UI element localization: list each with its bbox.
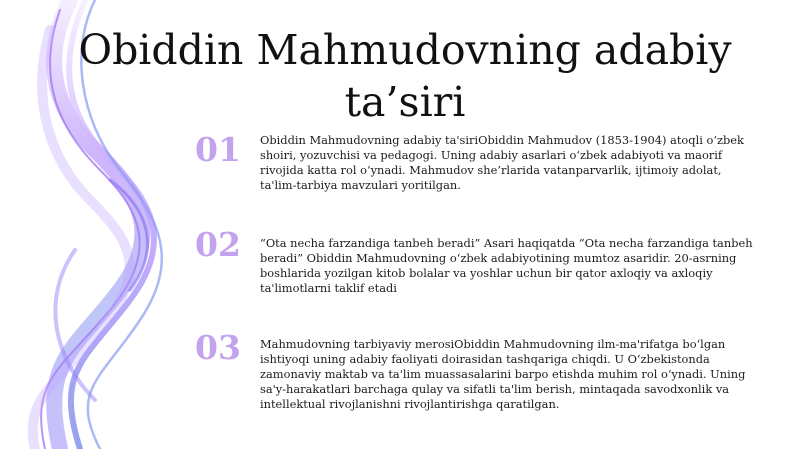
item-text: Mahmudovning tarbiyaviy merosiObiddin Mahmudovning ilm-ma'rifatga bo‘lgan ishtiyoqi uning adabiy faoliyati doirasidan tashqariga chiqdi. U O‘zbekistonda zamonaviy maktab va ta'lim muassasalarini barpo etishda muhim rol o‘ynadi. Uning sa'y-harakatlari barchaga qulay va sifatli ta'lim berish, mintaqada savodxonlik va intellektual rivojlanishni rivojlantirishga qaratilgan. [260, 337, 746, 411]
item-text: Obiddin Mahmudovning adabiy ta'siriObiddin Mahmudov (1853-1904) atoqli o‘zbek shoiri, yozuvchisi va pedagogi. Uning adabiy asarlari o‘zbek adabiyoti va maorif rivojida katta rol o‘ynadi. Mahmudov she’rlarida vatanparvarlik, ijtimoiy adolat, ta'lim-tarbiya mavzulari yoritilgan. [260, 133, 744, 192]
item-number: 01 [195, 130, 241, 169]
item-text: “Ota necha farzandiga tanbeh beradi” Asari haqiqatda “Ota necha farzandiga tanbeh beradi” Obiddin Mahmudovning o‘zbek adabiyotining mumtoz asaridir. 20-asrning boshlarida yozilgan kitob bolalar va yoshlar uchun bir qator axloqiy va axloqiy ta'limotlarni taklif etadi [260, 236, 753, 295]
item-number: 03 [195, 328, 241, 367]
item-number: 02 [195, 225, 241, 264]
list-item-3 [195, 330, 755, 412]
list-item-1 [195, 132, 755, 193]
slide-title: Obiddin Mahmudovning adabiy ta’siri [78, 26, 732, 126]
list-item-2 [195, 227, 755, 296]
